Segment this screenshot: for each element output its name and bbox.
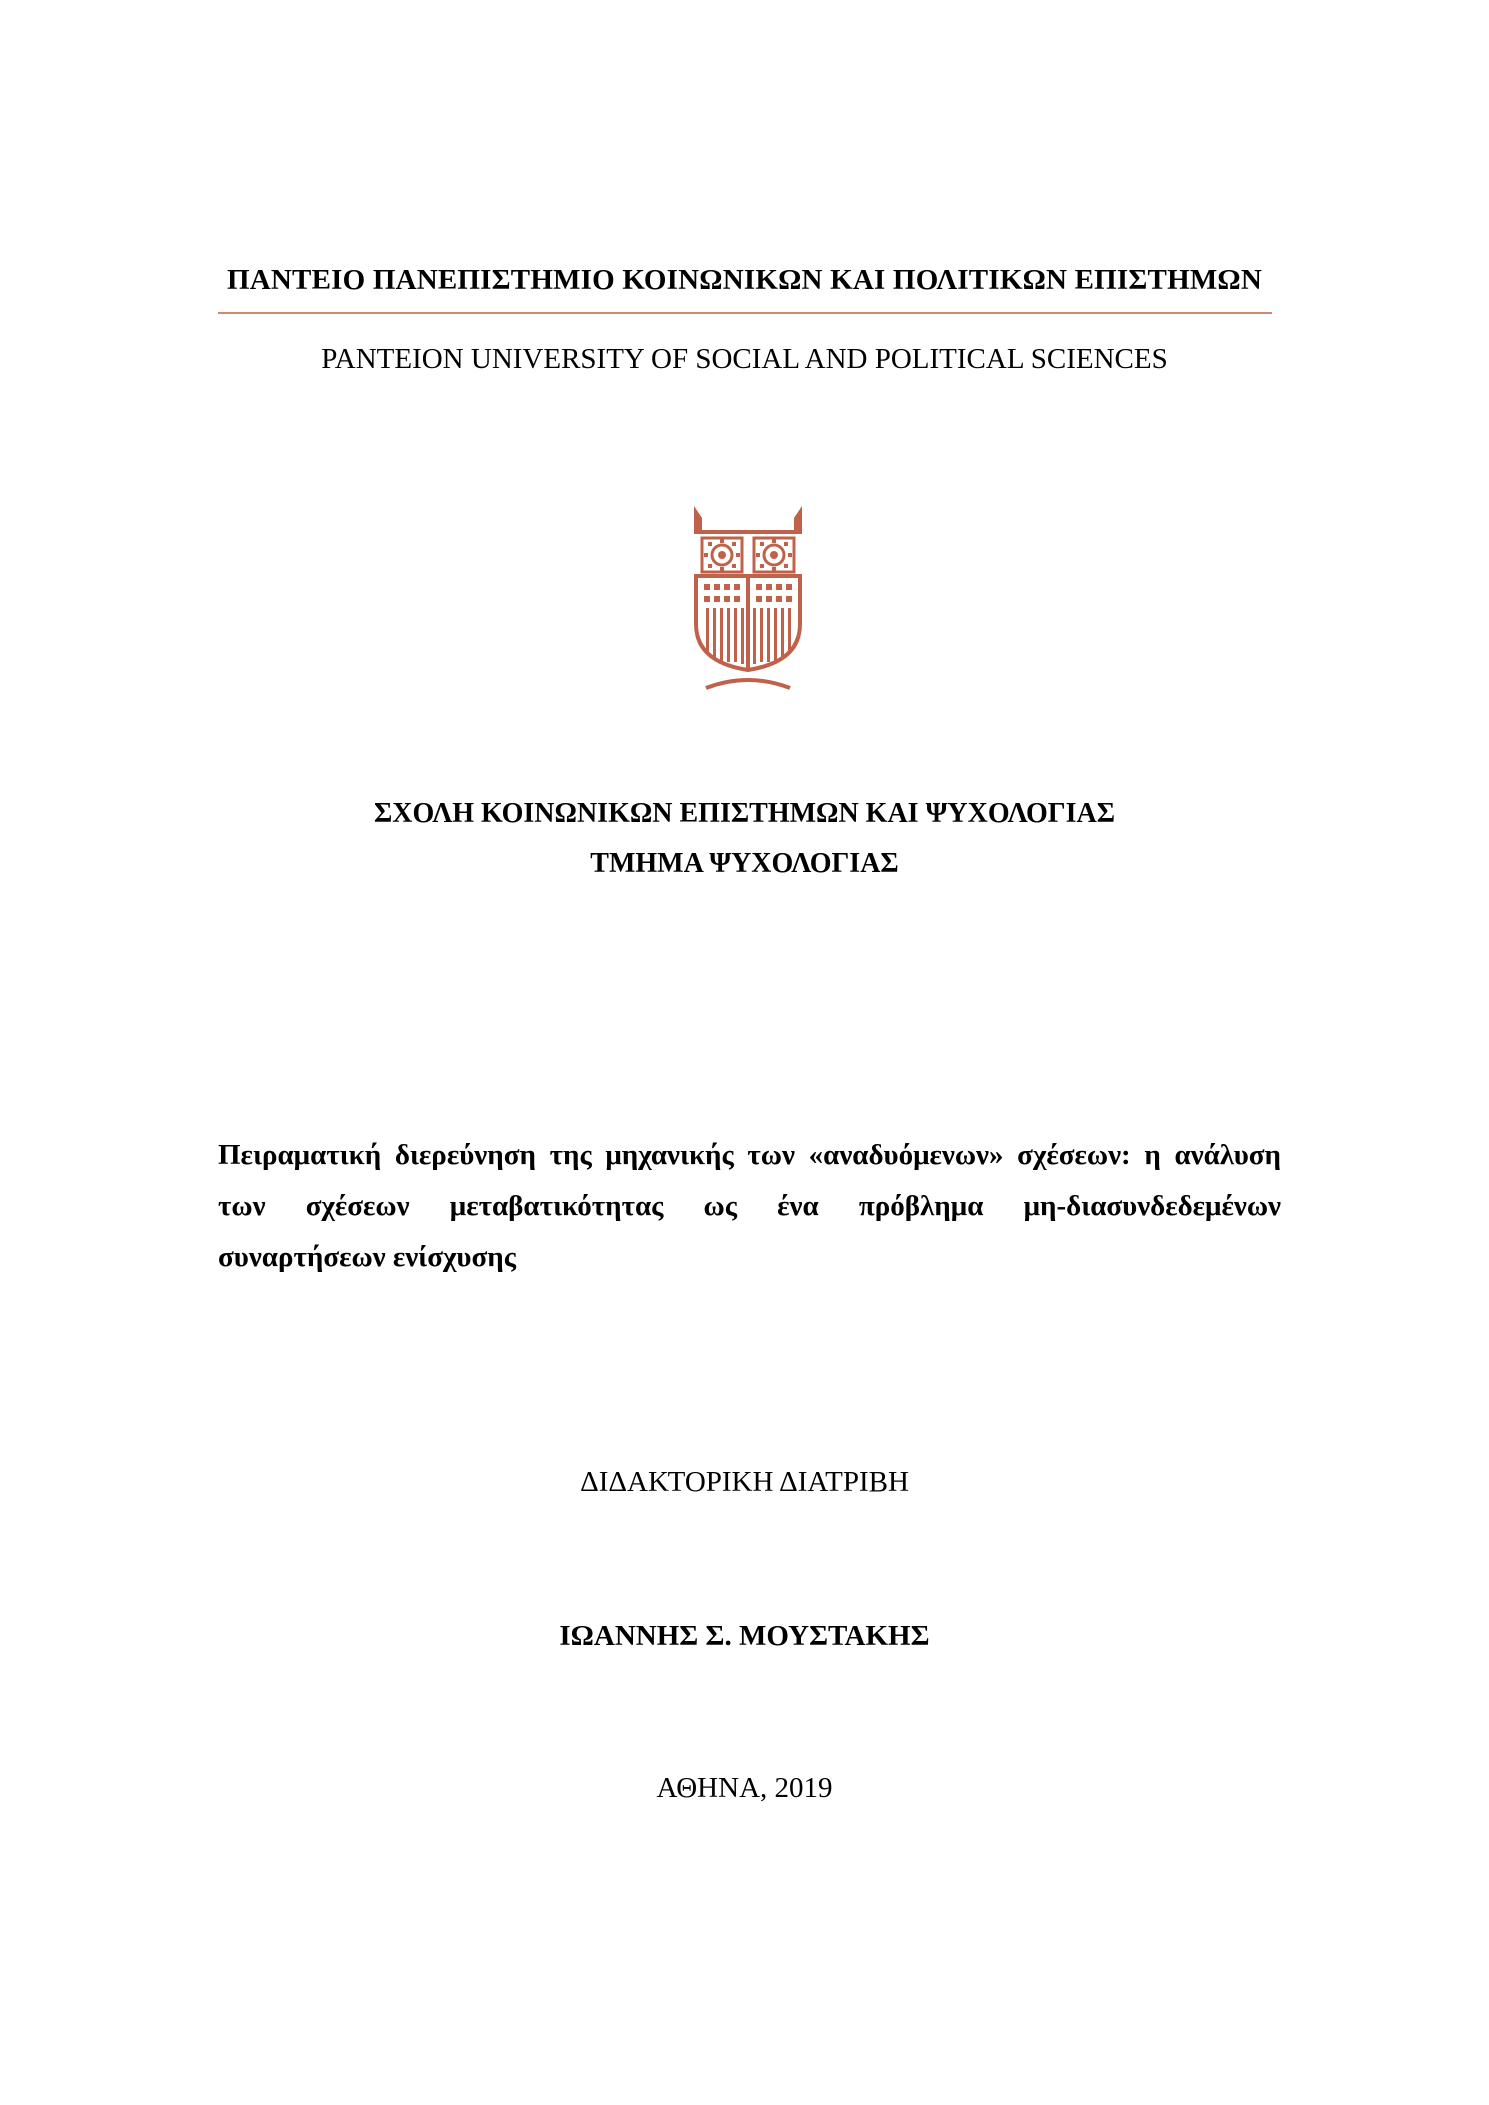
school-name: ΣΧΟΛΗ ΚΟΙΝΩΝΙΚΩΝ ΕΠΙΣΤΗΜΩΝ ΚΑΙ ΨΥΧΟΛΟΓΙΑΣ xyxy=(373,798,1116,829)
thesis-title-line-2: των σχέσεων μεταβατικότητας ως ένα πρόβλημα μη-διασυνδεδεμένων xyxy=(218,1190,1281,1222)
thesis-title xyxy=(218,1130,1281,1283)
place-year: ΑΘΗΝΑ, 2019 xyxy=(656,1772,833,1804)
author-name: ΙΩΑΝΝΗΣ Σ. ΜΟΥΣΤΑΚΗΣ xyxy=(559,1620,930,1652)
university-crest-icon xyxy=(692,504,804,690)
thesis-title-line-3: συναρτήσεων ενίσχυσης xyxy=(218,1241,516,1273)
thesis-title-line-1: Πειραματική διερεύνηση της μηχανικής των «αναδυόμενων» σχέσεων: η ανάλυση xyxy=(218,1139,1281,1171)
department-name: ΤΜΗΜΑ ΨΥΧΟΛΟΓΙΑΣ xyxy=(590,848,899,879)
header-divider xyxy=(218,312,1272,314)
university-name-greek: ΠΑΝΤΕΙΟ ΠΑΝΕΠΙΣΤΗΜΙΟ ΚΟΙΝΩΝΙΚΩΝ ΚΑΙ ΠΟΛΙΤΙΚΩΝ ΕΠΙΣΤΗΜΩΝ xyxy=(227,264,1262,296)
university-name-english: PANTEION UNIVERSITY OF SOCIAL AND POLITICAL SCIENCES xyxy=(321,343,1168,375)
thesis-type: ΔΙΔΑΚΤΟΡΙΚΗ ΔΙΑΤΡΙΒΗ xyxy=(580,1466,909,1498)
